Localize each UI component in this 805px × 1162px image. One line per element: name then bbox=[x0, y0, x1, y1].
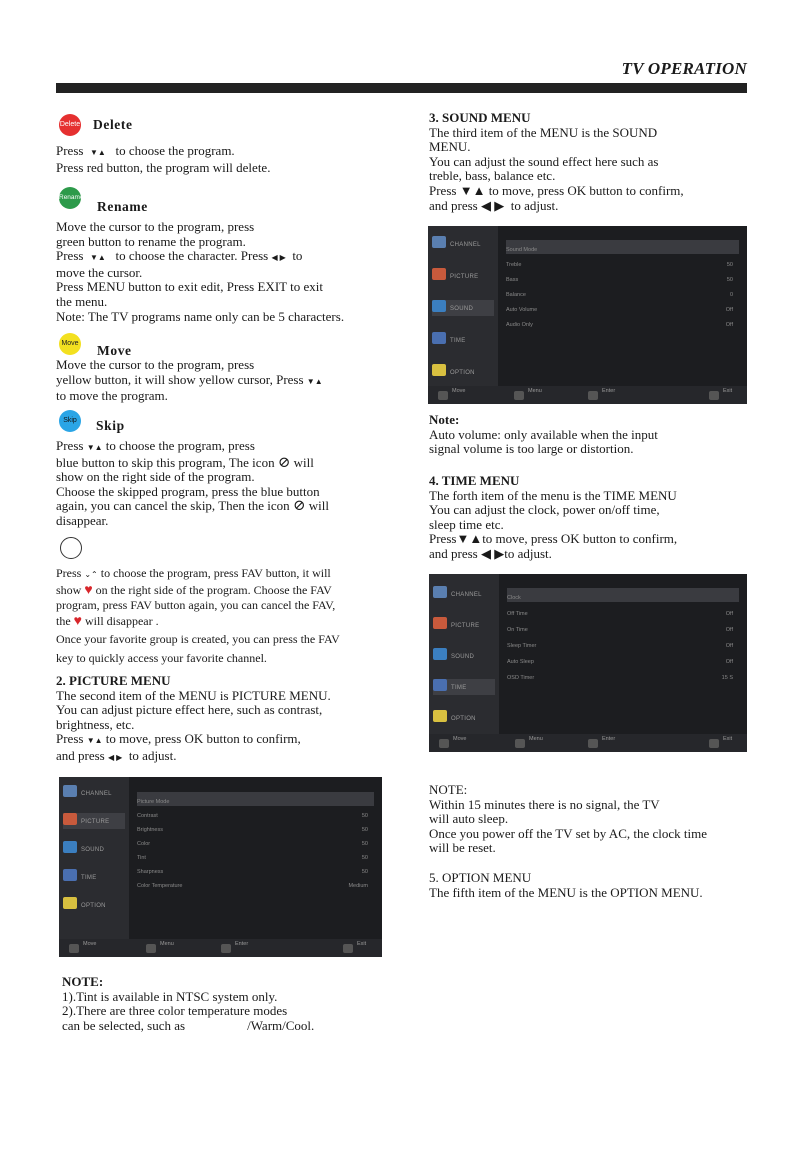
tv-menu-row-label: Contrast bbox=[137, 813, 158, 819]
tv-menu-row-label: Brightness bbox=[137, 827, 163, 833]
skip-title: Skip bbox=[96, 418, 125, 433]
tv-menu-row bbox=[506, 255, 739, 269]
picture-note: NOTE: 1).Tint is available in NTSC system only. 2).There are three color temperature modes can be selected, such as /Warm/Cool. bbox=[62, 974, 315, 1033]
tv-menu-icon bbox=[63, 813, 77, 825]
tv-menu-row-value: 50 bbox=[361, 813, 368, 819]
tv-time-menu bbox=[429, 574, 747, 752]
heart-icon: ♥ bbox=[84, 582, 93, 598]
tv-menu-row-value: Medium bbox=[348, 883, 368, 889]
skip-icon: ⊘ bbox=[277, 454, 291, 471]
time-heading: 4. TIME MENU bbox=[429, 473, 520, 488]
tv-menu-row bbox=[507, 588, 739, 602]
tv-menu-row bbox=[137, 876, 374, 890]
picture-section: 2. PICTURE MENU The second item of the MENU is PICTURE MENU. You can adjust picture effect here, such as contrast, brightness, etc. Press ▼▲ to move, press OK button to confirm, and press ◀ ▶ to adjust. bbox=[56, 673, 331, 763]
skip-text: Press ▼▲ to choose the program, press blue button to skip this program, The icon ⊘ will show on the right side of the program. Choose the skipped program, press the blue button again, you can cancel the skip, Then the icon ⊘ will disappear. bbox=[56, 438, 329, 528]
header-rule bbox=[56, 83, 747, 93]
tv-menu-icon bbox=[433, 648, 447, 660]
tv-menu-row-label: Color bbox=[137, 841, 151, 847]
tv-menu-row bbox=[507, 652, 739, 666]
tv-menu-icon bbox=[63, 869, 77, 881]
tv-sidebar-item bbox=[433, 679, 495, 695]
sleep-note: NOTE: Within 15 minutes there is no signal, the TV will auto sleep. Once you power off the TV set by AC, the clock time will be reset. bbox=[429, 782, 708, 856]
tv-menu-icon bbox=[63, 785, 77, 797]
tv-footer-label: Enter bbox=[235, 941, 249, 948]
rename-title: Rename bbox=[97, 199, 148, 214]
tv-menu-row-value: Off bbox=[725, 627, 733, 633]
tv-menu-row-label: OSD Timer bbox=[507, 675, 535, 681]
tv-menu-row-label: On Time bbox=[507, 627, 528, 633]
tv-menu-icon bbox=[433, 679, 447, 691]
tv-footer-label: Menu bbox=[528, 388, 542, 395]
move-title: Move bbox=[97, 343, 132, 358]
tv-sidebar-item bbox=[432, 332, 494, 348]
tv-footer-label: Enter bbox=[602, 736, 616, 743]
delete-title: Delete bbox=[93, 117, 133, 132]
tv-menu-icon bbox=[432, 364, 446, 376]
tv-menu-row bbox=[506, 270, 739, 284]
tv-menu-row-label: Treble bbox=[506, 262, 522, 268]
rename-text: Move the cursor to the program, press green button to rename the program. Press ▼▲ to choose the character. Press ◀ ▶ to move the cursor. Press MENU button to exit edit, Press EXIT to exit the menu. Note: The TV programs name only can be 5 characters. bbox=[56, 219, 345, 324]
tv-footer-key-icon bbox=[709, 739, 719, 748]
tv-sidebar-item bbox=[63, 869, 125, 885]
tv-footer-label: Exit bbox=[723, 736, 733, 743]
move-text: Move the cursor to the program, press yellow button, it will show yellow cursor, Press ▼▲ to move the program. bbox=[56, 357, 323, 404]
tv-sidebar-item bbox=[63, 841, 125, 857]
sound-heading: 3. SOUND MENU bbox=[429, 110, 531, 125]
tv-menu-icon bbox=[63, 897, 77, 909]
tv-sidebar-label: SOUND bbox=[450, 306, 474, 312]
tv-menu-row-value: 0 bbox=[729, 292, 733, 298]
tv-sidebar-label: SOUND bbox=[81, 847, 105, 853]
tv-footer-key-icon bbox=[514, 391, 524, 400]
tv-menu-row bbox=[507, 604, 739, 618]
tv-footer-label: Exit bbox=[357, 941, 367, 948]
delete-button-icon: Delete bbox=[59, 114, 81, 136]
tv-menu-icon bbox=[433, 617, 447, 629]
tv-sidebar-label: PICTURE bbox=[450, 274, 479, 280]
tv-menu-row-label: Auto Volume bbox=[506, 307, 538, 313]
tv-menu-row-value: Off bbox=[725, 307, 733, 313]
tv-sidebar-label: OPTION bbox=[81, 903, 106, 909]
tv-menu-row-label: Off Time bbox=[507, 611, 528, 617]
sound-note: Note: Auto volume: only available when the input signal volume is too large or distortion. bbox=[429, 412, 658, 457]
tv-menu-row-label: Tint bbox=[137, 855, 146, 861]
tv-sidebar-label: TIME bbox=[450, 338, 466, 344]
tv-footer-label: Menu bbox=[529, 736, 543, 743]
tv-sidebar-item bbox=[433, 710, 495, 726]
tv-menu-row bbox=[137, 820, 374, 834]
skip-icon: ⊘ bbox=[292, 498, 306, 515]
tv-footer-label: Move bbox=[83, 941, 97, 948]
tv-menu-icon bbox=[63, 841, 77, 853]
tv-menu-row bbox=[507, 620, 739, 634]
delete-text: Press ▼▲ to choose the program. Press red button, the program will delete. bbox=[56, 143, 271, 175]
tv-menu-row-label: Audio Only bbox=[506, 322, 533, 328]
tv-menu-row-label: Sound Mode bbox=[506, 247, 538, 253]
tv-footer-key-icon bbox=[438, 391, 448, 400]
tv-footer-label: Menu bbox=[160, 941, 174, 948]
tv-menu-row-label: Clock bbox=[507, 595, 521, 601]
tv-sidebar-label: OPTION bbox=[451, 716, 476, 722]
tv-sidebar-item bbox=[63, 813, 125, 829]
tv-footer-key-icon bbox=[146, 944, 156, 953]
tv-menu-row-value: Off bbox=[725, 611, 733, 617]
tv-sidebar-label: TIME bbox=[81, 875, 97, 881]
tv-footer-label: Move bbox=[452, 388, 466, 395]
tv-sidebar-label: PICTURE bbox=[451, 623, 480, 629]
tv-sidebar-label: TIME bbox=[451, 685, 467, 691]
tv-sidebar-item bbox=[432, 300, 494, 316]
tv-menu-row-value: 50 bbox=[361, 841, 368, 847]
tv-menu-row bbox=[137, 834, 374, 848]
tv-sidebar-item bbox=[432, 236, 494, 252]
tv-menu-row-label: Auto Sleep bbox=[507, 659, 534, 665]
tv-menu-row-value: 50 bbox=[726, 262, 733, 268]
picture-heading: 2. PICTURE MENU bbox=[56, 673, 171, 688]
tv-sidebar-label: CHANNEL bbox=[81, 791, 112, 797]
tv-footer-key-icon bbox=[221, 944, 231, 953]
tv-menu-row-value: 50 bbox=[361, 827, 368, 833]
tv-menu-row bbox=[506, 300, 739, 314]
tv-menu-row-value: 50 bbox=[361, 869, 368, 875]
tv-sidebar-item bbox=[432, 364, 494, 380]
tv-footer-key-icon bbox=[588, 391, 598, 400]
tv-menu-row-label: Bass bbox=[506, 277, 519, 283]
tv-footer-key-icon bbox=[588, 739, 598, 748]
tv-menu-row bbox=[507, 636, 739, 650]
tv-sidebar-label: OPTION bbox=[450, 370, 475, 376]
tv-sidebar-item bbox=[433, 586, 495, 602]
tv-sidebar-label: CHANNEL bbox=[450, 242, 481, 248]
tv-menu-row-value: 50 bbox=[361, 855, 368, 861]
tv-menu-row-label: Picture Mode bbox=[137, 799, 170, 805]
fav-text: Press ⌄⌃ to choose the program, press FAV button, it will show ♥ on the right side of the program. Choose the FAV program, press FAV button again, you can cancel the FAV, the ♥ will disappear . Once your favorite group is created, you can press the FAV key to quickly access your favorite channel. bbox=[56, 566, 340, 665]
tv-menu-row bbox=[506, 285, 739, 299]
tv-footer-label: Enter bbox=[602, 388, 616, 395]
tv-menu-row-label: Color Temperature bbox=[137, 883, 183, 889]
tv-menu-row bbox=[137, 806, 374, 820]
tv-footer-key-icon bbox=[709, 391, 719, 400]
move-button-icon: Move bbox=[59, 333, 81, 355]
tv-menu-row bbox=[507, 668, 739, 682]
tv-menu-icon bbox=[432, 300, 446, 312]
tv-sidebar-item bbox=[63, 785, 125, 801]
rename-button-icon: Rename bbox=[59, 187, 81, 209]
tv-menu-icon bbox=[432, 268, 446, 280]
tv-menu-row bbox=[137, 848, 374, 862]
tv-footer-key-icon bbox=[439, 739, 449, 748]
tv-sidebar-item bbox=[63, 897, 125, 913]
tv-sidebar-item bbox=[433, 648, 495, 664]
heart-icon: ♥ bbox=[73, 613, 82, 629]
tv-menu-row bbox=[506, 315, 739, 329]
tv-footer-label: Move bbox=[453, 736, 467, 743]
tv-picture-menu bbox=[59, 777, 382, 957]
tv-menu-row bbox=[137, 792, 374, 806]
sound-section: 3. SOUND MENU The third item of the MENU is the SOUND MENU. You can adjust the sound effect here such as treble, bass, balance etc. Press ▼▲ to move, press OK button to confirm, and press ◀ ▶ to adjust. bbox=[429, 110, 684, 213]
tv-menu-row-label: Sharpness bbox=[137, 869, 164, 875]
tv-menu-row-value: 15 S bbox=[721, 675, 733, 681]
tv-menu-icon bbox=[433, 710, 447, 722]
fav-button-icon bbox=[60, 537, 82, 559]
tv-footer-key-icon bbox=[515, 739, 525, 748]
tv-menu-row-label: Balance bbox=[506, 292, 526, 298]
tv-sidebar-item bbox=[433, 617, 495, 633]
tv-footer-label: Exit bbox=[723, 388, 733, 395]
tv-menu-row-value: Off bbox=[725, 322, 733, 328]
option-section: 5. OPTION MENU The fifth item of the MENU is the OPTION MENU. bbox=[429, 870, 703, 900]
tv-menu-row-value: Off bbox=[725, 643, 733, 649]
tv-menu-row-value: Off bbox=[725, 659, 733, 665]
tv-sidebar-label: SOUND bbox=[451, 654, 475, 660]
tv-menu-icon bbox=[433, 586, 447, 598]
tv-sidebar-label: PICTURE bbox=[81, 819, 110, 825]
tv-sidebar-label: CHANNEL bbox=[451, 592, 482, 598]
tv-menu-icon bbox=[432, 236, 446, 248]
tv-menu-row-value: 50 bbox=[726, 277, 733, 283]
tv-menu-icon bbox=[432, 332, 446, 344]
tv-sidebar-item bbox=[432, 268, 494, 284]
tv-footer-key-icon bbox=[343, 944, 353, 953]
skip-button-icon: Skip bbox=[59, 410, 81, 432]
tv-footer-key-icon bbox=[69, 944, 79, 953]
tv-menu-row-label: Sleep Timer bbox=[507, 643, 537, 649]
page-header-title: TV OPERATION bbox=[621, 59, 747, 78]
tv-menu-row bbox=[506, 240, 739, 254]
tv-menu-row bbox=[137, 862, 374, 876]
time-section: 4. TIME MENU The forth item of the menu is the TIME MENU You can adjust the clock, power on/off time, sleep time etc. Press▼▲to move, press OK button to confirm, and press ◀ ▶to adjust. bbox=[429, 473, 678, 561]
tv-sound-menu bbox=[428, 226, 747, 404]
